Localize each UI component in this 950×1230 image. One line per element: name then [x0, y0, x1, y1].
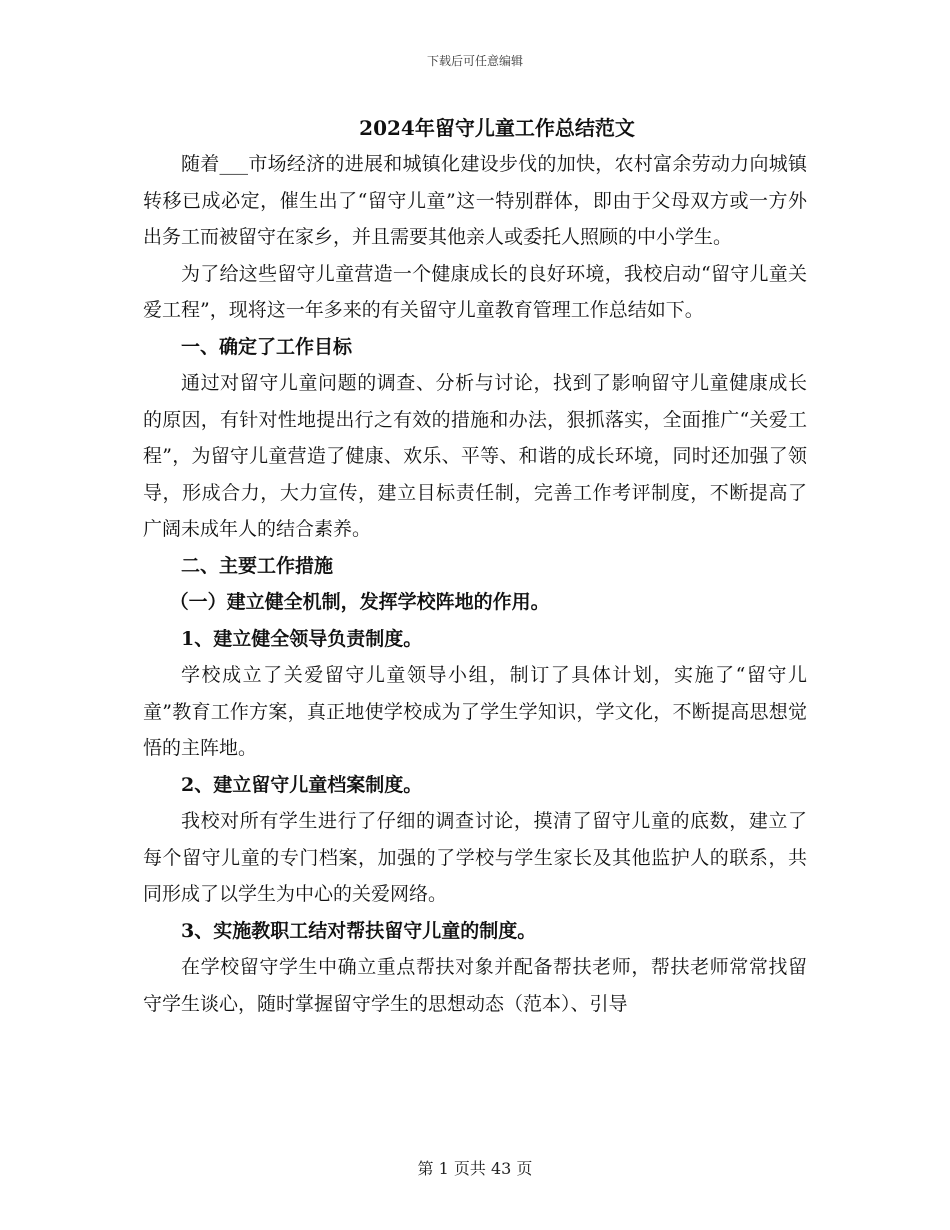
section-heading: 二、主要工作措施 [181, 554, 334, 577]
paragraph: 学校成立了关爱留守儿童领导小组，制订了具体计划，实施了“留守儿童”教育工作方案，真正地使学校成为了学生学知识，学文化，不断提高思想觉悟的主阵地。 [143, 664, 807, 759]
document-blocks [143, 146, 807, 1022]
paragraph: 为了给这些留守儿童营造一个健康成长的良好环境，我校启动“留守儿童关爱工程”，现将这一年多来的有关留守儿童教育管理工作总结如下。 [143, 262, 807, 321]
document-title: 2024年留守儿童工作总结范文 [359, 116, 635, 140]
page-footer: 第 1 页共 43 页 [417, 1159, 533, 1178]
paragraph: 随着___市场经济的进展和城镇化建设步伐的加快，农村富余劳动力向城镇转移已成必定，催生出了“留守儿童”这一特别群体，即由于父母双方或一方外出务工而被留守在家乡，并且需要其他亲人或委托人照顾的中小学生。 [143, 153, 807, 248]
section-heading: 2、建立留守儿童档案制度。 [181, 773, 423, 796]
page-header-note: 下载后可任意编辑 [426, 54, 523, 68]
paragraph: 在学校留守学生中确立重点帮扶对象并配备帮扶老师，帮扶老师常常找留守学生谈心，随时掌握留守学生的思想动态（范本）、引导 [143, 956, 807, 1015]
paragraph: 我校对所有学生进行了仔细的调查讨论，摸清了留守儿童的底数，建立了每个留守儿童的专门档案，加强的了学校与学生家长及其他监护人的联系，共同形成了以学生为中心的关爱网络。 [143, 810, 807, 905]
section-heading: 一、确定了工作目标 [181, 335, 353, 358]
section-subheading: （一）建立健全机制，发挥学校阵地的作用。 [169, 591, 550, 613]
document-body [143, 110, 807, 1022]
paragraph: 通过对留守儿童问题的调查、分析与讨论，找到了影响留守儿童健康成长的原因，有针对性地提出行之有效的措施和办法，狠抓落实，全面推广“关爱工程”，为留守儿童营造了健康、欢乐、平等、和谐的成长环境，同时还加强了领导，形成合力，大力宣传，建立目标责任制，完善工作考评制度，不断提高了广阔未成年人的结合素养。 [143, 372, 807, 540]
section-heading: 3、实施教职工结对帮扶留守儿童的制度。 [181, 919, 537, 942]
section-heading: 1、建立健全领导负责制度。 [181, 627, 423, 650]
